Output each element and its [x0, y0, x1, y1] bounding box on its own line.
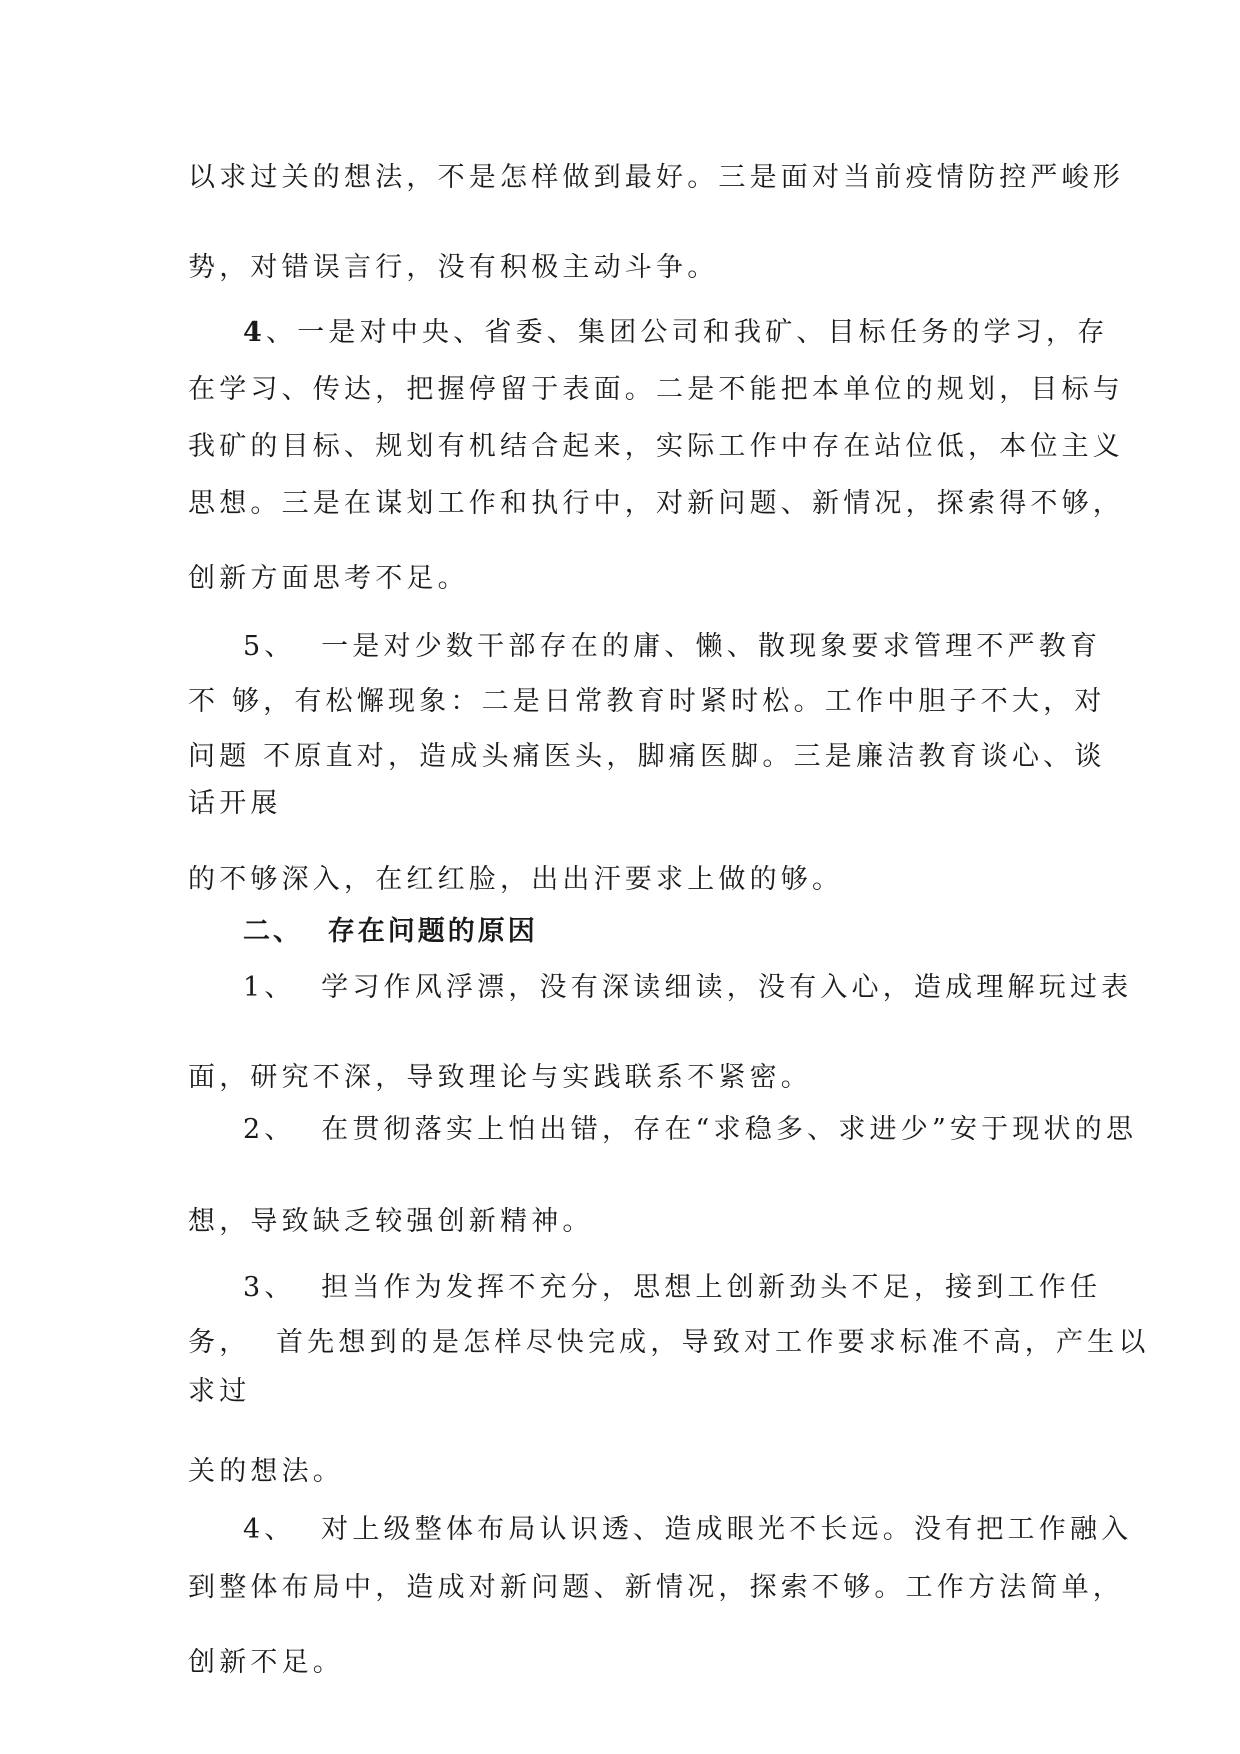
text-line: 务， 首先想到的是怎样尽快完成，导致对工作要求标准不高，产生以 [188, 1327, 1150, 1358]
text-line: 不 够，有松懈现象：二是日常教育时紧时松。工作中胆子不大，对 [188, 686, 1106, 717]
text-line: 势，对错误言行，没有积极主动斗争。 [188, 252, 719, 283]
item-number: 4 [243, 317, 266, 348]
text-line: 求过 [188, 1376, 251, 1407]
text-line: 2、 在贯彻落实上怕出错，存在“求稳多、求进少”安于现状的思 [243, 1114, 1138, 1145]
text-line: 1、 学习作风浮漂，没有深读细读，没有入心，造成理解玩过表 [243, 972, 1133, 1003]
text-line: 3、 担当作为发挥不充分，思想上创新劲头不足，接到工作任 [243, 1272, 1102, 1303]
section-heading: 二、 存在问题的原因 [243, 916, 538, 947]
text-line: 4、 对上级整体布局认识透、造成眼光不长远。没有把工作融入 [243, 1514, 1133, 1545]
text-line: 我矿的目标、规划有机结合起来，实际工作中存在站位低，本位主义 [188, 431, 1124, 462]
item-text: 、一是对中央、省委、集团公司和我矿、目标任务的学习，存 [266, 317, 1109, 348]
text-line: 5、 一是对少数干部存在的庸、懒、散现象要求管理不严教育 [243, 631, 1102, 662]
text-line: 在学习、传达，把握停留于表面。二是不能把本单位的规划，目标与 [188, 374, 1124, 405]
text-line: 创新方面思考不足。 [188, 563, 469, 594]
text-line: 关的想法。 [188, 1456, 344, 1487]
text-line: 以求过关的想法，不是怎样做到最好。三是面对当前疫情防控严峻形 [188, 162, 1124, 193]
text-line-item-4 [243, 315, 1108, 351]
text-line: 到整体布局中，造成对新问题、新情况，探索不够。工作方法简单， [188, 1572, 1124, 1603]
text-line: 思想。三是在谋划工作和执行中，对新问题、新情况，探索得不够， [188, 488, 1124, 519]
text-line: 话开展 [188, 788, 282, 819]
text-line: 的不够深入，在红红脸，出出汗要求上做的够。 [188, 864, 844, 895]
text-line: 问题 不原直对，造成头痛医头，脚痛医脚。三是廉洁教育谈心、谈 [188, 741, 1106, 772]
text-line: 面，研究不深，导致理论与实践联系不紧密。 [188, 1062, 812, 1093]
text-line: 想，导致缺乏较强创新精神。 [188, 1206, 594, 1237]
text-line: 创新不足。 [188, 1647, 344, 1678]
